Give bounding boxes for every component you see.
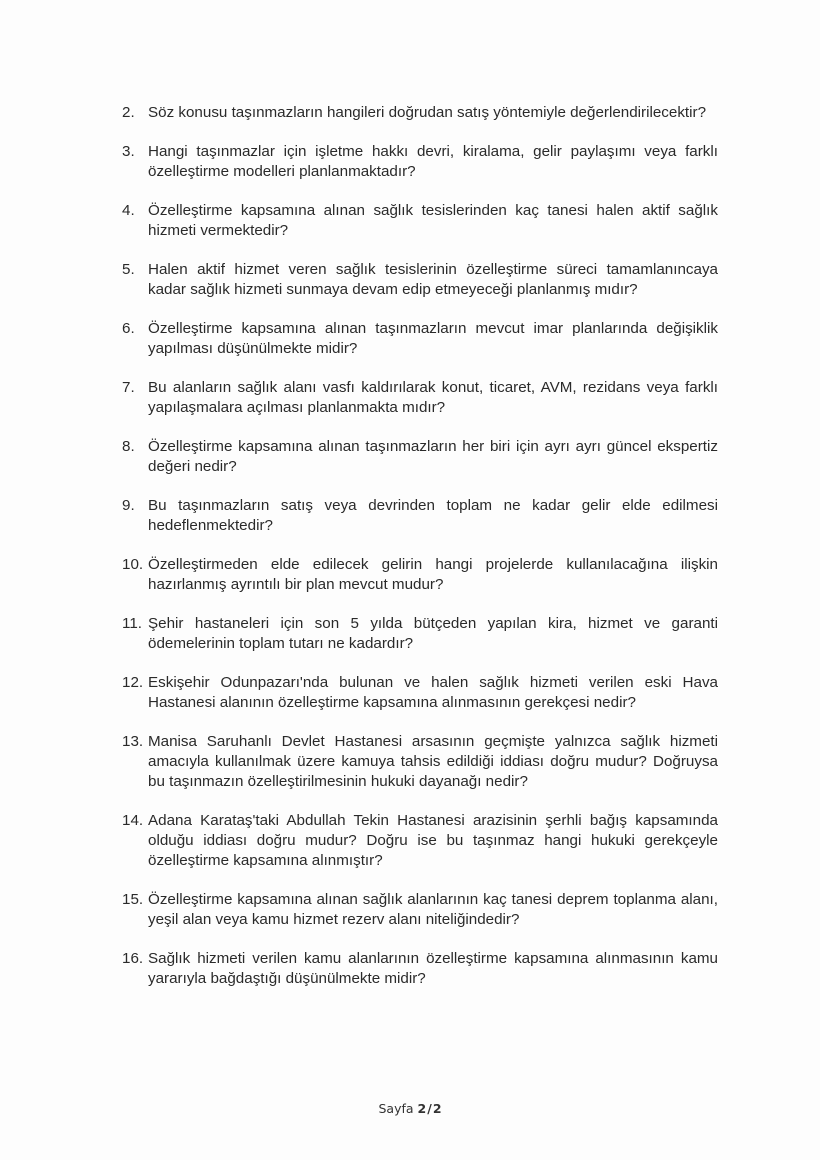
question-item bbox=[122, 142, 718, 182]
question-text: Bu alanların sağlık alanı vasfı kaldırılarak konut, ticaret, AVM, rezidans veya farklı yapılaşmalara açılması planlanmakta mıdır? bbox=[148, 379, 718, 416]
page-separator: / bbox=[427, 1101, 432, 1116]
question-item bbox=[122, 437, 718, 477]
question-number: 11. bbox=[122, 615, 142, 632]
question-text: Söz konusu taşınmazların hangileri doğrudan satış yöntemiyle değerlendirilecektir? bbox=[148, 104, 707, 121]
page-label: Sayfa bbox=[378, 1101, 414, 1116]
question-item bbox=[122, 319, 718, 359]
question-item bbox=[122, 890, 718, 930]
question-item bbox=[122, 614, 718, 654]
question-number: 16. bbox=[122, 950, 144, 967]
question-number: 5. bbox=[122, 261, 135, 278]
question-item bbox=[122, 732, 718, 792]
question-item bbox=[122, 201, 718, 241]
question-list bbox=[122, 103, 718, 1008]
question-text: Özelleştirme kapsamına alınan sağlık tesislerinden kaç tanesi halen aktif sağlık hizmeti vermektedir? bbox=[148, 202, 718, 239]
question-item bbox=[122, 811, 718, 871]
question-text: Manisa Saruhanlı Devlet Hastanesi arsasının geçmişte yalnızca sağlık hizmeti amacıyla kullanılmak üzere kamuya tahsis edildiği iddiası doğru mudur? Doğruysa bu taşınmazın özelleştirilmesinin hukuki dayanağı nedir? bbox=[148, 733, 718, 790]
question-text: Sağlık hizmeti verilen kamu alanlarının özelleştirme kapsamına alınmasının kamu yararıyla bağdaştığı düşünülmekte midir? bbox=[148, 950, 718, 987]
page-current: 2 bbox=[417, 1101, 427, 1116]
question-text: Hangi taşınmazlar için işletme hakkı devri, kiralama, gelir paylaşımı veya farklı özelleştirme modelleri planlanmaktadır? bbox=[148, 143, 718, 180]
question-item bbox=[122, 496, 718, 536]
question-item bbox=[122, 555, 718, 595]
question-number: 8. bbox=[122, 438, 135, 455]
question-number: 6. bbox=[122, 320, 135, 337]
question-text: Özelleştirme kapsamına alınan taşınmazların mevcut imar planlarında değişiklik yapılması düşünülmekte midir? bbox=[148, 320, 718, 357]
question-text: Adana Karataş'taki Abdullah Tekin Hastanesi arazisinin şerhli bağış kapsamında olduğu iddiası doğru mudur? Doğru ise bu taşınmaz hangi hukuki gerekçeyle özelleştirme kapsamına alınmıştır? bbox=[148, 812, 718, 869]
question-text: Bu taşınmazların satış veya devrinden toplam ne kadar gelir elde edilmesi hedeflenmektedir? bbox=[148, 497, 718, 534]
question-text: Şehir hastaneleri için son 5 yılda bütçeden yapılan kira, hizmet ve garanti ödemelerinin toplam tutarı ne kadardır? bbox=[148, 615, 718, 652]
question-number: 2. bbox=[122, 104, 135, 121]
question-text: Halen aktif hizmet veren sağlık tesislerinin özelleştirme süreci tamamlanıncaya kadar sağlık hizmeti sunmaya devam edip etmeyeceği planlanmış mıdır? bbox=[148, 261, 718, 298]
question-item bbox=[122, 103, 718, 123]
question-number: 15. bbox=[122, 891, 144, 908]
question-text: Özelleştirme kapsamına alınan sağlık alanlarının kaç tanesi deprem toplanma alanı, yeşil alan veya kamu hizmet rezerv alanı niteliğindedir? bbox=[148, 891, 718, 928]
question-number: 14. bbox=[122, 812, 144, 829]
question-item bbox=[122, 378, 718, 418]
question-number: 13. bbox=[122, 733, 144, 750]
page-total: 2 bbox=[432, 1101, 442, 1116]
question-text: Özelleştirmeden elde edilecek gelirin hangi projelerde kullanılacağına ilişkin hazırlanmış ayrıntılı bir plan mevcut mudur? bbox=[148, 556, 718, 593]
question-number: 4. bbox=[122, 202, 135, 219]
question-item bbox=[122, 260, 718, 300]
question-number: 9. bbox=[122, 497, 135, 514]
question-text: Eskişehir Odunpazarı'nda bulunan ve halen sağlık hizmeti verilen eski Hava Hastanesi alanının özelleştirme kapsamına alınmasının gerekçesi nedir? bbox=[148, 674, 718, 711]
question-text: Özelleştirme kapsamına alınan taşınmazların her biri için ayrı ayrı güncel ekspertiz değeri nedir? bbox=[148, 438, 718, 475]
question-number: 3. bbox=[122, 143, 135, 160]
page-footer bbox=[0, 1101, 820, 1116]
question-number: 10. bbox=[122, 556, 144, 573]
question-item bbox=[122, 673, 718, 713]
question-item bbox=[122, 949, 718, 989]
question-number: 7. bbox=[122, 379, 135, 396]
question-number: 12. bbox=[122, 674, 144, 691]
